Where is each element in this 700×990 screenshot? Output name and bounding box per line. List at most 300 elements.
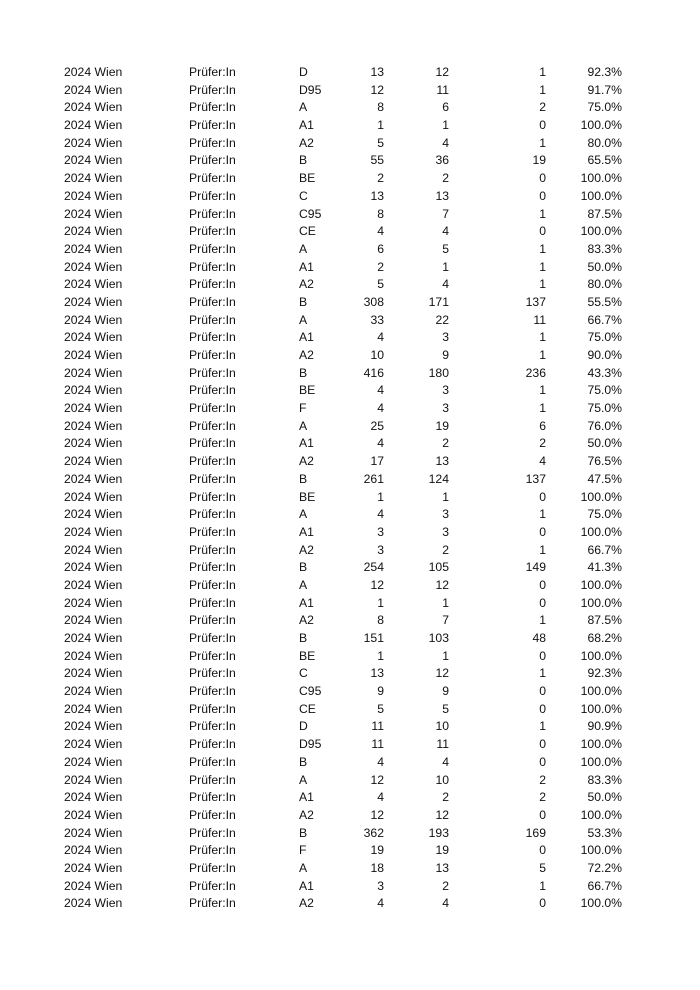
cell-location: 2024 Wien: [64, 648, 123, 663]
cell-license-class: A: [299, 312, 308, 327]
table-row: [0, 878, 700, 896]
cell-total: 11: [371, 737, 384, 752]
cell-location: 2024 Wien: [64, 666, 123, 681]
table-row: [0, 736, 700, 754]
table-row: [0, 259, 700, 277]
cell-total: 254: [363, 560, 384, 575]
cell-total: 4: [377, 401, 384, 416]
cell-role: Prüfer:In: [189, 648, 236, 663]
cell-pass-rate: 47.5%: [587, 471, 622, 486]
cell-pass-rate: 87.5%: [587, 613, 622, 628]
cell-total: 4: [377, 790, 384, 805]
cell-total: 5: [377, 701, 384, 716]
cell-pass-rate: 100.0%: [580, 701, 622, 716]
cell-role: Prüfer:In: [189, 560, 236, 575]
cell-role: Prüfer:In: [189, 348, 236, 362]
cell-total: 11: [371, 719, 384, 734]
cell-location: 2024 Wien: [64, 542, 123, 557]
cell-pass-rate: 80.0%: [587, 135, 622, 150]
table-row: [0, 382, 700, 400]
table-row: [0, 64, 700, 82]
cell-location: 2024 Wien: [64, 790, 123, 805]
cell-passed: 171: [428, 294, 449, 309]
cell-failed: 137: [525, 471, 546, 486]
cell-total: 362: [363, 825, 384, 840]
cell-total: 25: [370, 418, 384, 433]
cell-location: 2024 Wien: [64, 896, 123, 911]
cell-role: Prüfer:In: [189, 206, 236, 221]
cell-passed: 22: [435, 312, 449, 327]
cell-failed: 0: [539, 595, 546, 610]
cell-role: Prüfer:In: [189, 896, 236, 911]
cell-pass-rate: 100.0%: [580, 754, 622, 769]
cell-license-class: B: [299, 153, 308, 168]
cell-role: Prüfer:In: [189, 507, 236, 522]
cell-pass-rate: 92.3%: [587, 65, 622, 79]
cell-passed: 180: [428, 365, 449, 380]
cell-role: Prüfer:In: [189, 666, 236, 681]
cell-location: 2024 Wien: [64, 153, 123, 168]
cell-role: Prüfer:In: [189, 878, 236, 893]
table-row: [0, 559, 700, 577]
cell-passed: 2: [442, 542, 449, 557]
cell-role: Prüfer:In: [189, 860, 236, 875]
table-row: [0, 453, 700, 471]
table-row: [0, 82, 700, 100]
cell-total: 2: [377, 171, 384, 186]
cell-failed: 1: [539, 206, 546, 221]
cell-total: 18: [370, 860, 384, 875]
cell-license-class: A1: [299, 595, 314, 610]
cell-total: 12: [370, 772, 384, 787]
cell-license-class: F: [299, 401, 307, 416]
cell-location: 2024 Wien: [64, 224, 123, 239]
table-row: [0, 718, 700, 736]
cell-pass-rate: 90.9%: [587, 719, 622, 734]
cell-role: Prüfer:In: [189, 843, 236, 858]
cell-passed: 2: [442, 171, 449, 186]
cell-total: 3: [377, 524, 384, 539]
cell-location: 2024 Wien: [64, 118, 123, 133]
cell-role: Prüfer:In: [189, 277, 236, 292]
table-row: [0, 524, 700, 542]
cell-location: 2024 Wien: [64, 241, 123, 256]
cell-role: Prüfer:In: [189, 595, 236, 610]
cell-failed: 1: [539, 277, 546, 292]
cell-license-class: A2: [299, 135, 314, 150]
cell-pass-rate: 100.0%: [580, 684, 622, 699]
cell-location: 2024 Wien: [64, 100, 123, 115]
table-row: [0, 188, 700, 206]
cell-pass-rate: 100.0%: [580, 648, 622, 663]
cell-role: Prüfer:In: [189, 790, 236, 805]
cell-location: 2024 Wien: [64, 754, 123, 769]
cell-pass-rate: 83.3%: [587, 241, 622, 256]
cell-pass-rate: 100.0%: [580, 224, 622, 239]
cell-failed: 0: [539, 489, 546, 504]
cell-passed: 4: [442, 896, 449, 911]
cell-total: 1: [377, 489, 384, 504]
cell-license-class: A1: [299, 118, 314, 133]
cell-total: 6: [377, 241, 384, 256]
cell-location: 2024 Wien: [64, 701, 123, 716]
cell-location: 2024 Wien: [64, 719, 123, 734]
cell-license-class: A: [299, 860, 308, 875]
cell-pass-rate: 68.2%: [587, 631, 622, 645]
cell-location: 2024 Wien: [64, 259, 123, 274]
cell-location: 2024 Wien: [64, 631, 123, 645]
cell-passed: 1: [442, 259, 449, 274]
table-row: [0, 347, 700, 365]
cell-passed: 3: [442, 524, 449, 539]
cell-pass-rate: 100.0%: [580, 577, 622, 592]
cell-failed: 0: [539, 118, 546, 133]
cell-failed: 0: [539, 577, 546, 592]
cell-total: 1: [377, 648, 384, 663]
cell-failed: 1: [539, 507, 546, 522]
cell-passed: 5: [442, 701, 449, 716]
cell-passed: 7: [442, 613, 449, 628]
cell-pass-rate: 87.5%: [587, 206, 622, 221]
cell-license-class: A: [299, 241, 308, 256]
cell-pass-rate: 43.3%: [587, 365, 622, 380]
cell-license-class: A: [299, 507, 308, 522]
cell-passed: 4: [442, 277, 449, 292]
cell-total: 4: [377, 330, 384, 345]
cell-role: Prüfer:In: [189, 100, 236, 115]
cell-location: 2024 Wien: [64, 471, 123, 486]
cell-role: Prüfer:In: [189, 613, 236, 628]
cell-total: 1: [377, 595, 384, 610]
table-row: [0, 665, 700, 683]
cell-total: 9: [377, 684, 384, 699]
table-row: [0, 435, 700, 453]
table-row: [0, 206, 700, 224]
cell-passed: 13: [435, 860, 449, 875]
cell-total: 1: [377, 118, 384, 133]
cell-location: 2024 Wien: [64, 312, 123, 327]
cell-location: 2024 Wien: [64, 171, 123, 186]
cell-passed: 2: [442, 790, 449, 805]
cell-pass-rate: 65.5%: [587, 153, 622, 168]
cell-pass-rate: 76.0%: [587, 418, 622, 433]
cell-license-class: D95: [299, 82, 322, 97]
cell-license-class: A: [299, 100, 308, 115]
cell-total: 19: [370, 843, 384, 858]
cell-total: 8: [377, 100, 384, 115]
table-row: [0, 241, 700, 259]
cell-passed: 13: [435, 188, 449, 203]
cell-license-class: A2: [299, 277, 314, 292]
cell-pass-rate: 75.0%: [587, 383, 622, 398]
cell-passed: 3: [442, 330, 449, 345]
cell-location: 2024 Wien: [64, 436, 123, 451]
cell-failed: 0: [539, 171, 546, 186]
cell-total: 12: [370, 82, 384, 97]
cell-role: Prüfer:In: [189, 825, 236, 840]
table-row: [0, 595, 700, 613]
cell-total: 33: [370, 312, 384, 327]
cell-location: 2024 Wien: [64, 188, 123, 203]
cell-total: 416: [363, 365, 384, 380]
table-row: [0, 842, 700, 860]
cell-pass-rate: 66.7%: [587, 542, 622, 557]
cell-passed: 3: [442, 401, 449, 416]
cell-location: 2024 Wien: [64, 348, 123, 362]
cell-pass-rate: 100.0%: [580, 807, 622, 822]
cell-license-class: A: [299, 418, 308, 433]
cell-pass-rate: 53.3%: [587, 825, 622, 840]
cell-total: 4: [377, 436, 384, 451]
cell-pass-rate: 92.3%: [587, 666, 622, 681]
cell-passed: 9: [442, 684, 449, 699]
cell-license-class: CE: [299, 224, 316, 239]
cell-license-class: A1: [299, 524, 314, 539]
cell-failed: 0: [539, 754, 546, 769]
cell-total: 8: [377, 613, 384, 628]
cell-total: 17: [370, 454, 384, 469]
cell-passed: 3: [442, 507, 449, 522]
cell-license-class: CE: [299, 701, 316, 716]
cell-failed: 0: [539, 807, 546, 822]
cell-pass-rate: 100.0%: [580, 896, 622, 911]
cell-failed: 1: [539, 348, 546, 362]
cell-location: 2024 Wien: [64, 878, 123, 893]
cell-failed: 6: [539, 418, 546, 433]
cell-role: Prüfer:In: [189, 82, 236, 97]
table-row: [0, 471, 700, 489]
cell-passed: 9: [442, 348, 449, 362]
cell-total: 3: [377, 878, 384, 893]
cell-pass-rate: 100.0%: [580, 843, 622, 858]
cell-failed: 236: [525, 365, 546, 380]
cell-passed: 36: [435, 153, 449, 168]
cell-license-class: A2: [299, 348, 314, 362]
cell-failed: 0: [539, 648, 546, 663]
cell-license-class: BE: [299, 648, 316, 663]
cell-failed: 0: [539, 701, 546, 716]
cell-role: Prüfer:In: [189, 772, 236, 787]
cell-passed: 124: [428, 471, 449, 486]
cell-location: 2024 Wien: [64, 365, 123, 380]
cell-location: 2024 Wien: [64, 135, 123, 150]
cell-license-class: A2: [299, 454, 314, 469]
cell-failed: 137: [525, 294, 546, 309]
cell-passed: 12: [435, 807, 449, 822]
cell-failed: 1: [539, 666, 546, 681]
cell-role: Prüfer:In: [189, 524, 236, 539]
cell-license-class: A2: [299, 807, 314, 822]
cell-failed: 0: [539, 843, 546, 858]
cell-location: 2024 Wien: [64, 807, 123, 822]
cell-location: 2024 Wien: [64, 524, 123, 539]
cell-role: Prüfer:In: [189, 577, 236, 592]
table-row: [0, 329, 700, 347]
cell-failed: 48: [532, 631, 546, 645]
cell-license-class: A1: [299, 330, 314, 345]
cell-passed: 6: [442, 100, 449, 115]
table-row: [0, 294, 700, 312]
cell-pass-rate: 83.3%: [587, 772, 622, 787]
cell-license-class: F: [299, 843, 307, 858]
cell-license-class: A1: [299, 878, 314, 893]
cell-pass-rate: 100.0%: [580, 737, 622, 752]
table-row: [0, 135, 700, 153]
cell-failed: 1: [539, 613, 546, 628]
cell-license-class: B: [299, 294, 308, 309]
cell-failed: 2: [539, 772, 546, 787]
cell-pass-rate: 90.0%: [587, 348, 622, 362]
cell-total: 12: [370, 577, 384, 592]
cell-role: Prüfer:In: [189, 436, 236, 451]
cell-location: 2024 Wien: [64, 277, 123, 292]
cell-total: 308: [363, 294, 384, 309]
table-row: [0, 807, 700, 825]
cell-pass-rate: 80.0%: [587, 277, 622, 292]
cell-total: 8: [377, 206, 384, 221]
cell-location: 2024 Wien: [64, 294, 123, 309]
cell-location: 2024 Wien: [64, 577, 123, 592]
cell-failed: 0: [539, 188, 546, 203]
cell-license-class: D: [299, 719, 308, 734]
cell-location: 2024 Wien: [64, 560, 123, 575]
table-row: [0, 489, 700, 507]
table-row: [0, 683, 700, 701]
cell-location: 2024 Wien: [64, 860, 123, 875]
cell-failed: 0: [539, 896, 546, 911]
cell-pass-rate: 91.7%: [587, 82, 622, 97]
cell-role: Prüfer:In: [189, 701, 236, 716]
cell-role: Prüfer:In: [189, 118, 236, 133]
cell-passed: 11: [436, 737, 449, 752]
cell-location: 2024 Wien: [64, 401, 123, 416]
cell-total: 4: [377, 507, 384, 522]
cell-total: 3: [377, 542, 384, 557]
cell-pass-rate: 75.0%: [587, 401, 622, 416]
cell-passed: 1: [442, 648, 449, 663]
cell-pass-rate: 66.7%: [587, 312, 622, 327]
cell-license-class: A1: [299, 790, 314, 805]
cell-license-class: C95: [299, 206, 322, 221]
cell-location: 2024 Wien: [64, 843, 123, 858]
cell-pass-rate: 75.0%: [587, 100, 622, 115]
cell-location: 2024 Wien: [64, 489, 123, 504]
cell-passed: 19: [435, 843, 449, 858]
cell-passed: 7: [442, 206, 449, 221]
cell-failed: 169: [525, 825, 546, 840]
cell-location: 2024 Wien: [64, 82, 123, 97]
cell-role: Prüfer:In: [189, 65, 236, 79]
table-row: [0, 418, 700, 436]
cell-role: Prüfer:In: [189, 365, 236, 380]
cell-failed: 0: [539, 524, 546, 539]
cell-license-class: BE: [299, 489, 316, 504]
cell-total: 13: [370, 666, 384, 681]
cell-failed: 1: [539, 401, 546, 416]
table-row: [0, 577, 700, 595]
table-row: [0, 400, 700, 418]
cell-pass-rate: 55.5%: [587, 294, 622, 309]
cell-role: Prüfer:In: [189, 224, 236, 239]
table-row: [0, 772, 700, 790]
table-row: [0, 648, 700, 666]
cell-license-class: B: [299, 471, 308, 486]
cell-passed: 1: [442, 489, 449, 504]
cell-failed: 1: [539, 542, 546, 557]
cell-passed: 103: [428, 631, 449, 645]
cell-passed: 193: [428, 825, 449, 840]
table-row: [0, 99, 700, 117]
cell-failed: 1: [539, 878, 546, 893]
cell-passed: 2: [442, 878, 449, 893]
cell-passed: 4: [442, 754, 449, 769]
cell-location: 2024 Wien: [64, 330, 123, 345]
cell-license-class: A2: [299, 542, 314, 557]
cell-total: 5: [377, 135, 384, 150]
cell-role: Prüfer:In: [189, 737, 236, 752]
cell-role: Prüfer:In: [189, 454, 236, 469]
cell-location: 2024 Wien: [64, 772, 123, 787]
cell-failed: 1: [539, 135, 546, 150]
cell-license-class: B: [299, 560, 308, 575]
cell-pass-rate: 76.5%: [587, 454, 622, 469]
cell-location: 2024 Wien: [64, 65, 123, 79]
table-row: [0, 754, 700, 772]
cell-license-class: B: [299, 825, 308, 840]
table-row: [0, 117, 700, 135]
cell-failed: 1: [539, 719, 546, 734]
table-row: [0, 152, 700, 170]
table-row: [0, 612, 700, 630]
cell-license-class: B: [299, 631, 308, 645]
cell-total: 2: [377, 259, 384, 274]
cell-failed: 1: [539, 330, 546, 345]
cell-passed: 10: [435, 719, 449, 734]
cell-role: Prüfer:In: [189, 135, 236, 150]
cell-pass-rate: 66.7%: [587, 878, 622, 893]
data-table: [0, 64, 700, 913]
table-row: [0, 365, 700, 383]
cell-passed: 5: [442, 241, 449, 256]
cell-passed: 1: [442, 118, 449, 133]
table-row: [0, 630, 700, 648]
cell-license-class: BE: [299, 171, 316, 186]
cell-passed: 4: [442, 224, 449, 239]
cell-location: 2024 Wien: [64, 206, 123, 221]
cell-pass-rate: 100.0%: [580, 595, 622, 610]
table-row: [0, 276, 700, 294]
table-row: [0, 312, 700, 330]
cell-total: 5: [377, 277, 384, 292]
cell-total: 13: [370, 188, 384, 203]
cell-failed: 1: [539, 65, 546, 79]
cell-failed: 0: [539, 684, 546, 699]
cell-location: 2024 Wien: [64, 613, 123, 628]
cell-license-class: A: [299, 577, 308, 592]
cell-role: Prüfer:In: [189, 153, 236, 168]
cell-pass-rate: 100.0%: [580, 524, 622, 539]
cell-location: 2024 Wien: [64, 507, 123, 522]
cell-total: 12: [370, 807, 384, 822]
cell-passed: 12: [435, 65, 449, 79]
cell-passed: 13: [435, 454, 449, 469]
cell-total: 261: [363, 471, 384, 486]
table-row: [0, 789, 700, 807]
cell-role: Prüfer:In: [189, 471, 236, 486]
cell-passed: 2: [442, 436, 449, 451]
cell-license-class: C95: [299, 684, 322, 699]
cell-role: Prüfer:In: [189, 188, 236, 203]
